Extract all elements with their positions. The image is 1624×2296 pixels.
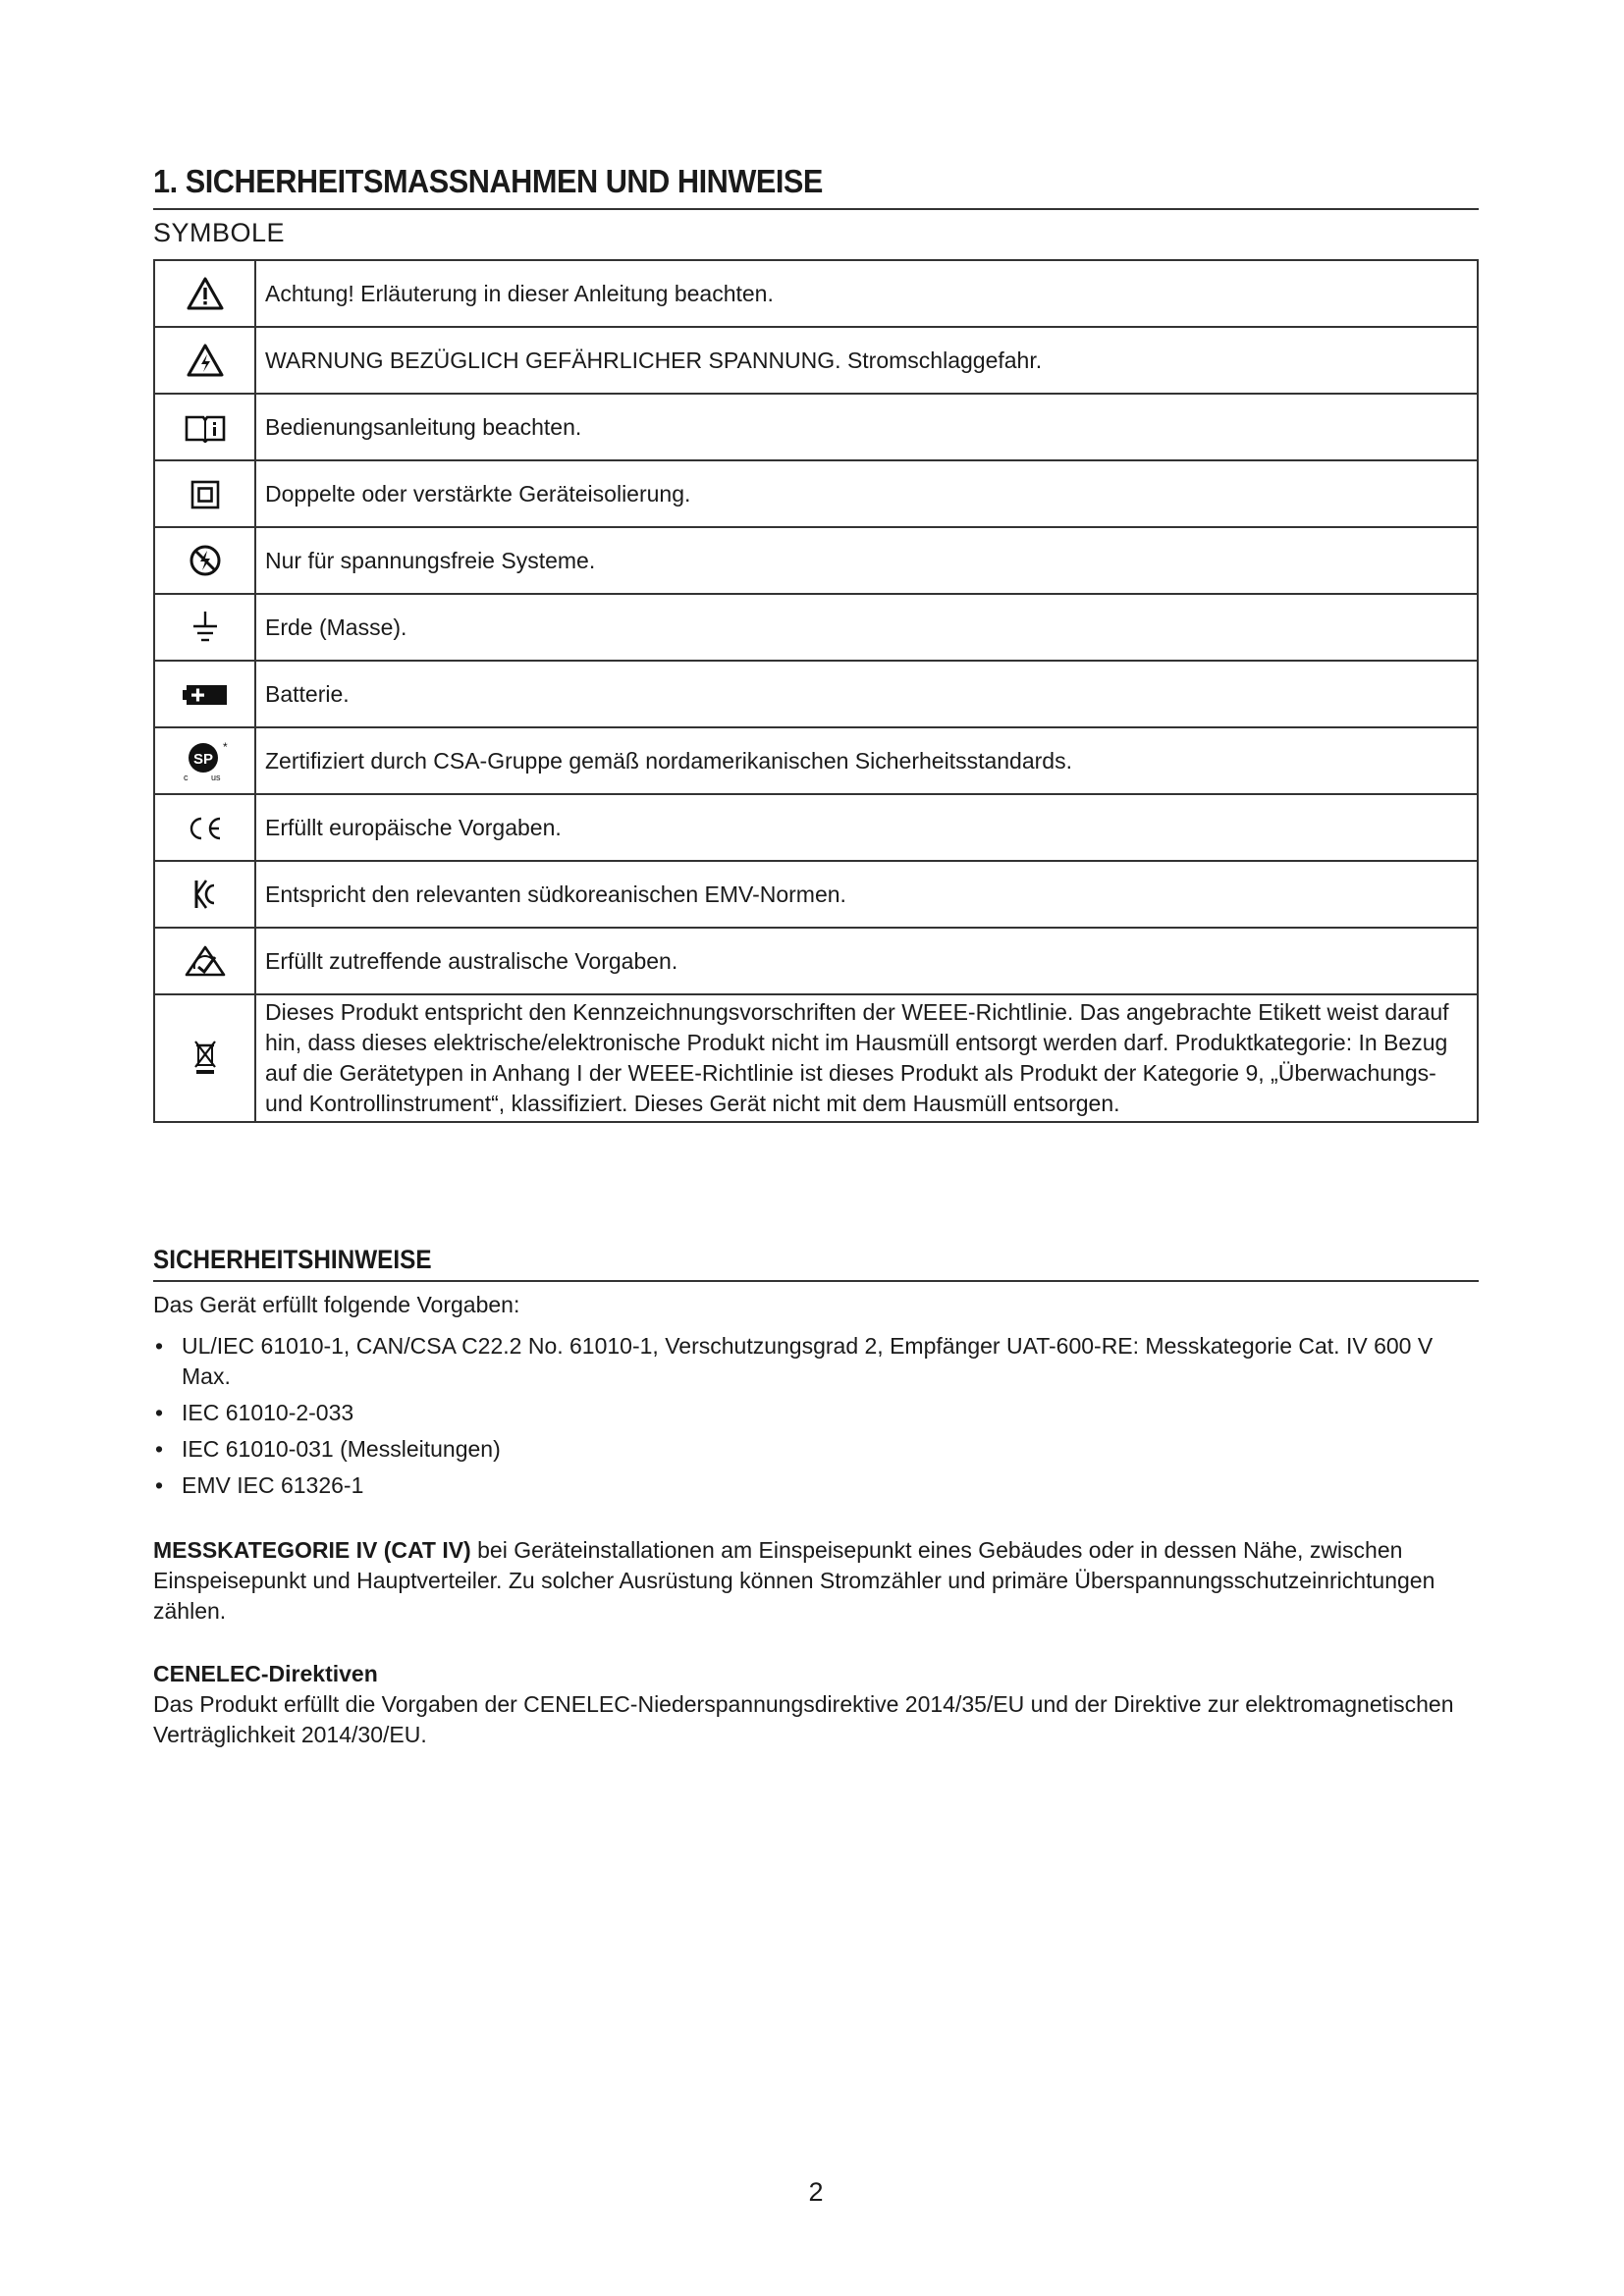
- table-row: [154, 727, 1478, 794]
- symbol-description: Erfüllt zutreffende australische Vorgaben.: [255, 928, 1478, 994]
- ce-mark-icon: [187, 816, 224, 841]
- high-voltage-triangle-icon: [187, 344, 224, 377]
- symbol-cell: [154, 260, 255, 327]
- standards-list: [153, 1331, 1479, 1507]
- table-row: [154, 527, 1478, 594]
- svg-text:c: c: [183, 773, 188, 782]
- table-row: [154, 661, 1478, 727]
- symbol-cell: [154, 928, 255, 994]
- table-row: [154, 260, 1478, 327]
- symbol-description: WARNUNG BEZÜGLICH GEFÄHRLICHER SPANNUNG. Stromschlaggefahr.: [255, 327, 1478, 394]
- table-row: [154, 394, 1478, 460]
- svg-text:*: *: [222, 740, 228, 754]
- svg-text:us: us: [210, 773, 221, 782]
- rcm-mark-icon: [185, 945, 226, 977]
- symbol-cell: [154, 994, 255, 1122]
- symbol-cell: [154, 394, 255, 460]
- ground-icon: [190, 610, 220, 645]
- list-item: • IEC 61010-2-033: [153, 1398, 1479, 1428]
- table-row: [154, 794, 1478, 861]
- warning-triangle-icon: [187, 277, 224, 310]
- symbol-description: Zertifiziert durch CSA-Gruppe gemäß nordamerikanischen Sicherheitsstandards.: [255, 727, 1478, 794]
- cenelec-text: Das Produkt erfüllt die Vorgaben der CENELEC-Niederspannungsdirektive 2014/35/EU und der Direktive zur elektromagnetischen Verträglichkeit 2014/30/EU.: [153, 1691, 1454, 1747]
- measurement-category-text: bei Geräteinstallationen am Einspeisepunkt eines Gebäudes oder in dessen Nähe, zwischen Einspeisepunkt und Hauptverteiler. Zu solcher Ausrüstung können Stromzähler und primäre Überspannungsschutzeinrichtungen zählen.: [153, 1537, 1435, 1624]
- symbol-description: Achtung! Erläuterung in dieser Anleitung beachten.: [255, 260, 1478, 327]
- section-heading: 1. SICHERHEITSMASSNAHMEN UND HINWEISE: [153, 163, 823, 199]
- table-row: [154, 928, 1478, 994]
- symbol-description: Erde (Masse).: [255, 594, 1478, 661]
- symbol-cell: [154, 594, 255, 661]
- list-item: • EMV IEC 61326-1: [153, 1470, 1479, 1501]
- table-row: [154, 460, 1478, 527]
- symbol-cell: [154, 727, 255, 794]
- double-insulation-icon: [190, 480, 220, 509]
- symbol-description: Bedienungsanleitung beachten.: [255, 394, 1478, 460]
- table-row: [154, 327, 1478, 394]
- symbols-heading: SYMBOLE: [153, 218, 286, 247]
- list-item: • IEC 61010-031 (Messleitungen): [153, 1434, 1479, 1465]
- symbol-description: Doppelte oder verstärkte Geräteisolierung.: [255, 460, 1478, 527]
- table-row: [154, 861, 1478, 928]
- list-item: • UL/IEC 61010-1, CAN/CSA C22.2 No. 61010-1, Verschutzungsgrad 2, Empfänger UAT-600-RE: Messkategorie Cat. IV 600 V Max.: [153, 1331, 1479, 1392]
- table-row: [154, 594, 1478, 661]
- weee-bin-icon: [194, 1041, 216, 1076]
- measurement-category-label: MESSKATEGORIE IV (CAT IV): [153, 1537, 471, 1563]
- heading-rule: [153, 208, 1479, 210]
- symbol-description: Entspricht den relevanten südkoreanischen EMV-Normen.: [255, 861, 1478, 928]
- svg-text:SP: SP: [192, 751, 213, 768]
- symbol-description: Nur für spannungsfreie Systeme.: [255, 527, 1478, 594]
- symbol-cell: [154, 661, 255, 727]
- symbol-cell: [154, 460, 255, 527]
- manual-book-icon: [184, 413, 227, 443]
- measurement-category-paragraph: [153, 1535, 1479, 1627]
- safety-intro: Das Gerät erfüllt folgende Vorgaben:: [153, 1292, 520, 1317]
- symbol-description: Batterie.: [255, 661, 1478, 727]
- kc-mark-icon: [192, 878, 218, 911]
- safety-heading: SICHERHEITSHINWEISE: [153, 1245, 432, 1274]
- symbol-cell: [154, 527, 255, 594]
- symbol-cell: [154, 794, 255, 861]
- cenelec-heading: CENELEC-Direktiven: [153, 1661, 378, 1686]
- symbol-description: Erfüllt europäische Vorgaben.: [255, 794, 1478, 861]
- deenergized-only-icon: [189, 544, 222, 577]
- symbols-table: [153, 259, 1479, 1123]
- battery-icon: [183, 683, 228, 707]
- csa-certification-icon: [179, 739, 232, 782]
- symbol-description: Dieses Produkt entspricht den Kennzeichnungsvorschriften der WEEE-Richtlinie. Das angebrachte Etikett weist darauf hin, dass dieses elektrische/elektronische Produkt nicht im Hausmüll entsorgt werden darf. Produktkategorie: In Bezug auf die Gerätetypen in Anhang I der WEEE-Richtlinie ist dieses Produkt als Produkt der Kategorie 9, „Überwachungs- und Kontrollinstrument“, klassifiziert. Dieses Gerät nicht mit dem Hausmüll entsorgen.: [255, 994, 1478, 1122]
- symbol-cell: [154, 327, 255, 394]
- safety-heading-rule: [153, 1280, 1479, 1282]
- symbol-cell: [154, 861, 255, 928]
- page-number: 2: [808, 2177, 824, 2207]
- table-row: [154, 994, 1478, 1122]
